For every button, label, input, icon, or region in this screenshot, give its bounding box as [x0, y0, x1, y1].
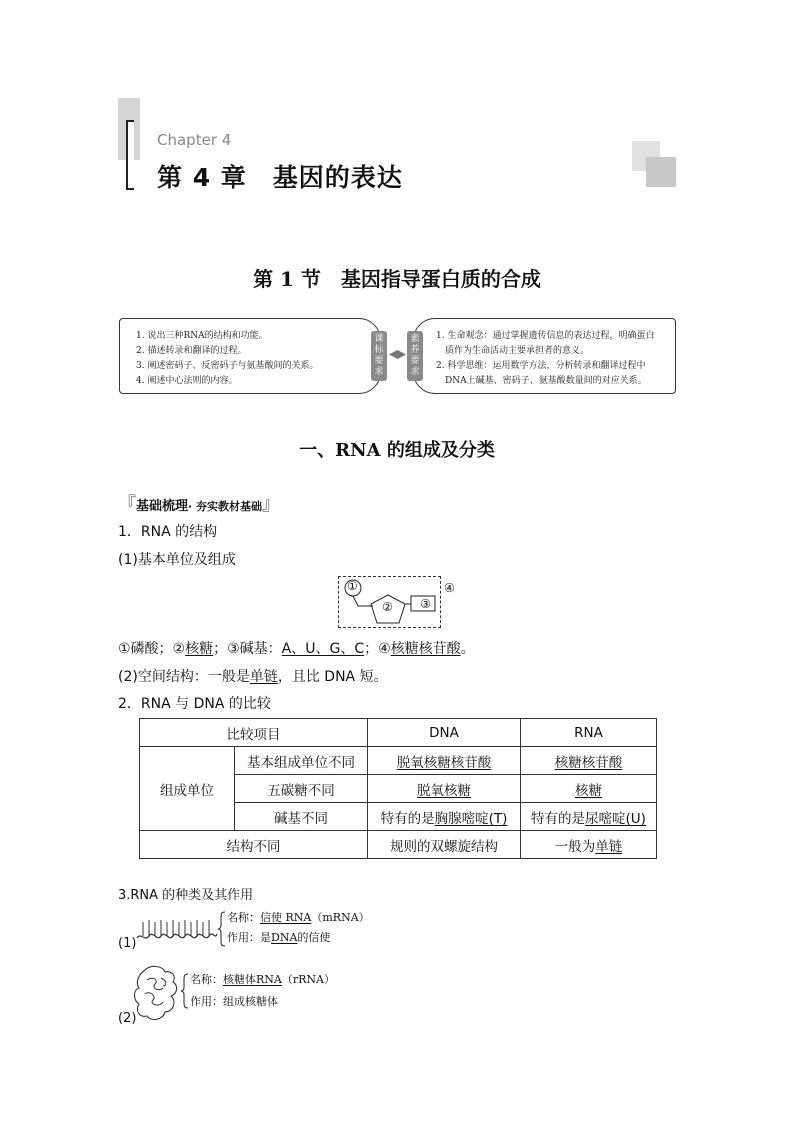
spatial-structure	[118, 666, 388, 686]
corner-decor-square	[646, 157, 676, 187]
rna-types-heading: 3.RNA 的种类及其作用	[118, 888, 254, 903]
chapter-english: Chapter 4	[157, 131, 232, 149]
item-cell: 碱基不同	[235, 803, 368, 831]
table-row	[140, 747, 657, 775]
answer: 脱氧核糖	[417, 782, 471, 799]
rna-cell	[521, 803, 657, 831]
mrna-function	[227, 929, 330, 947]
text: 名称：	[190, 973, 223, 986]
double-arrow-icon	[389, 350, 406, 359]
rrna-name	[190, 971, 335, 989]
brace-icon	[217, 911, 226, 947]
mrna-number: (1)	[118, 936, 137, 951]
item-cell: 基本组成单位不同	[235, 747, 368, 775]
answer-single-strand: 单链	[249, 669, 278, 685]
answer: 信使 RNA	[260, 911, 312, 924]
dna-cell	[368, 803, 521, 831]
rna-dna-comparison-table	[139, 718, 657, 859]
label-phosphate: ①	[347, 579, 358, 593]
curriculum-item: 1. 说出三种RNA的结构和功能。	[136, 331, 268, 341]
table-header-row	[140, 719, 657, 747]
header-cell: DNA	[368, 719, 521, 747]
bond-line	[353, 596, 373, 606]
answer: 核糖体RNA	[223, 973, 282, 986]
header-cell: RNA	[521, 719, 657, 747]
text: （rRNA）	[281, 973, 335, 986]
text: 作用：是	[227, 931, 271, 944]
text: ，且比 DNA 短。	[277, 669, 388, 685]
rrna-number: (2)	[118, 1011, 137, 1026]
text: 特有的是	[531, 810, 586, 827]
basics-label: 基础梳理	[136, 499, 189, 514]
dna-cell	[368, 775, 521, 803]
chapter-bracket	[126, 120, 134, 190]
text: ；③碱基：	[213, 641, 282, 657]
basics-heading	[118, 490, 280, 516]
competency-tag: 素养要求	[407, 331, 423, 381]
answer: 胸腺嘧啶(T)	[434, 810, 508, 827]
competency-requirements-box	[413, 318, 676, 394]
rna-cell	[521, 747, 657, 775]
text: ①磷酸；②	[118, 641, 186, 657]
competency-item: 质作为生命活动主要承担者的意义。	[445, 346, 590, 356]
text: （mRNA）	[311, 911, 370, 924]
rna-cell	[521, 831, 657, 859]
text: 的信使	[297, 931, 331, 944]
label-base: ③	[420, 597, 431, 611]
mrna-name	[227, 909, 370, 927]
text: 特有的是	[380, 810, 435, 827]
answer: 核糖	[575, 782, 602, 799]
basics-sub: · 夯实教材基础	[188, 500, 263, 513]
mrna-illustration	[135, 914, 219, 944]
label-pentose: ②	[382, 600, 393, 614]
table-row	[140, 831, 657, 859]
rrna-function: 作用：组成核糖体	[190, 995, 278, 1008]
item-cell: 结构不同	[140, 831, 368, 859]
curriculum-item: 3. 阐述密码子、反密码子与氨基酸间的关系。	[136, 361, 319, 371]
text: ；④	[364, 641, 391, 657]
answer: 脱氧核糖核苷酸	[396, 754, 492, 771]
competency-item: 1. 生命观念：通过掌握遗传信息的表达过程，明确蛋白	[436, 331, 655, 341]
section-title: 第 1 节 基因指导蛋白质的合成	[253, 267, 541, 291]
dna-cell	[368, 747, 521, 775]
answer: 单链	[595, 838, 623, 855]
text: 名称：	[227, 911, 260, 924]
answer: 核糖核苷酸	[554, 754, 623, 771]
header-cell: 比较项目	[140, 719, 368, 747]
curriculum-item: 4. 阐述中心法则的内容。	[136, 376, 238, 386]
curriculum-item: 2. 描述转录和翻译的过程。	[136, 346, 247, 356]
label-nucleotide: ④	[444, 581, 455, 595]
dna-cell: 规则的双螺旋结构	[368, 831, 521, 859]
competency-item: 2. 科学思维：运用数学方法，分析转录和翻译过程中	[436, 361, 646, 371]
part-title: 一、RNA 的组成及分类	[299, 440, 495, 461]
curriculum-tag: 课标要求	[371, 331, 387, 381]
answer-ribose: 核糖	[185, 641, 214, 657]
text: (2)空间结构：一般是	[118, 669, 250, 685]
rrna-illustration	[131, 962, 181, 1024]
chapter-title: 第 4 章 基因的表达	[157, 163, 403, 192]
bracket-close: 』	[262, 494, 281, 515]
group-cell: 组成单位	[140, 747, 235, 831]
answer-bases: A、U、G、C	[281, 641, 365, 657]
text: 一般为	[554, 838, 596, 855]
item-cell: 五碳糖不同	[235, 775, 368, 803]
unit-description	[118, 638, 475, 658]
comparison-heading: 2．RNA 与 DNA 的比较	[118, 696, 271, 712]
brace-icon	[180, 973, 189, 1009]
basic-unit-subheading: (1)基本单位及组成	[118, 552, 236, 568]
rna-structure-heading: 1．RNA 的结构	[118, 524, 218, 540]
answer-ribonucleotide: 核糖核苷酸	[390, 641, 461, 657]
bracket-open: 『	[118, 494, 136, 515]
text: 。	[460, 641, 475, 657]
rna-cell	[521, 775, 657, 803]
curriculum-requirements-box	[119, 318, 381, 394]
competency-item: DNA上碱基、密码子、氨基酸数量间的对应关系。	[445, 376, 647, 386]
answer: 尿嘧啶(U)	[585, 810, 646, 827]
answer: DNA	[271, 931, 298, 944]
